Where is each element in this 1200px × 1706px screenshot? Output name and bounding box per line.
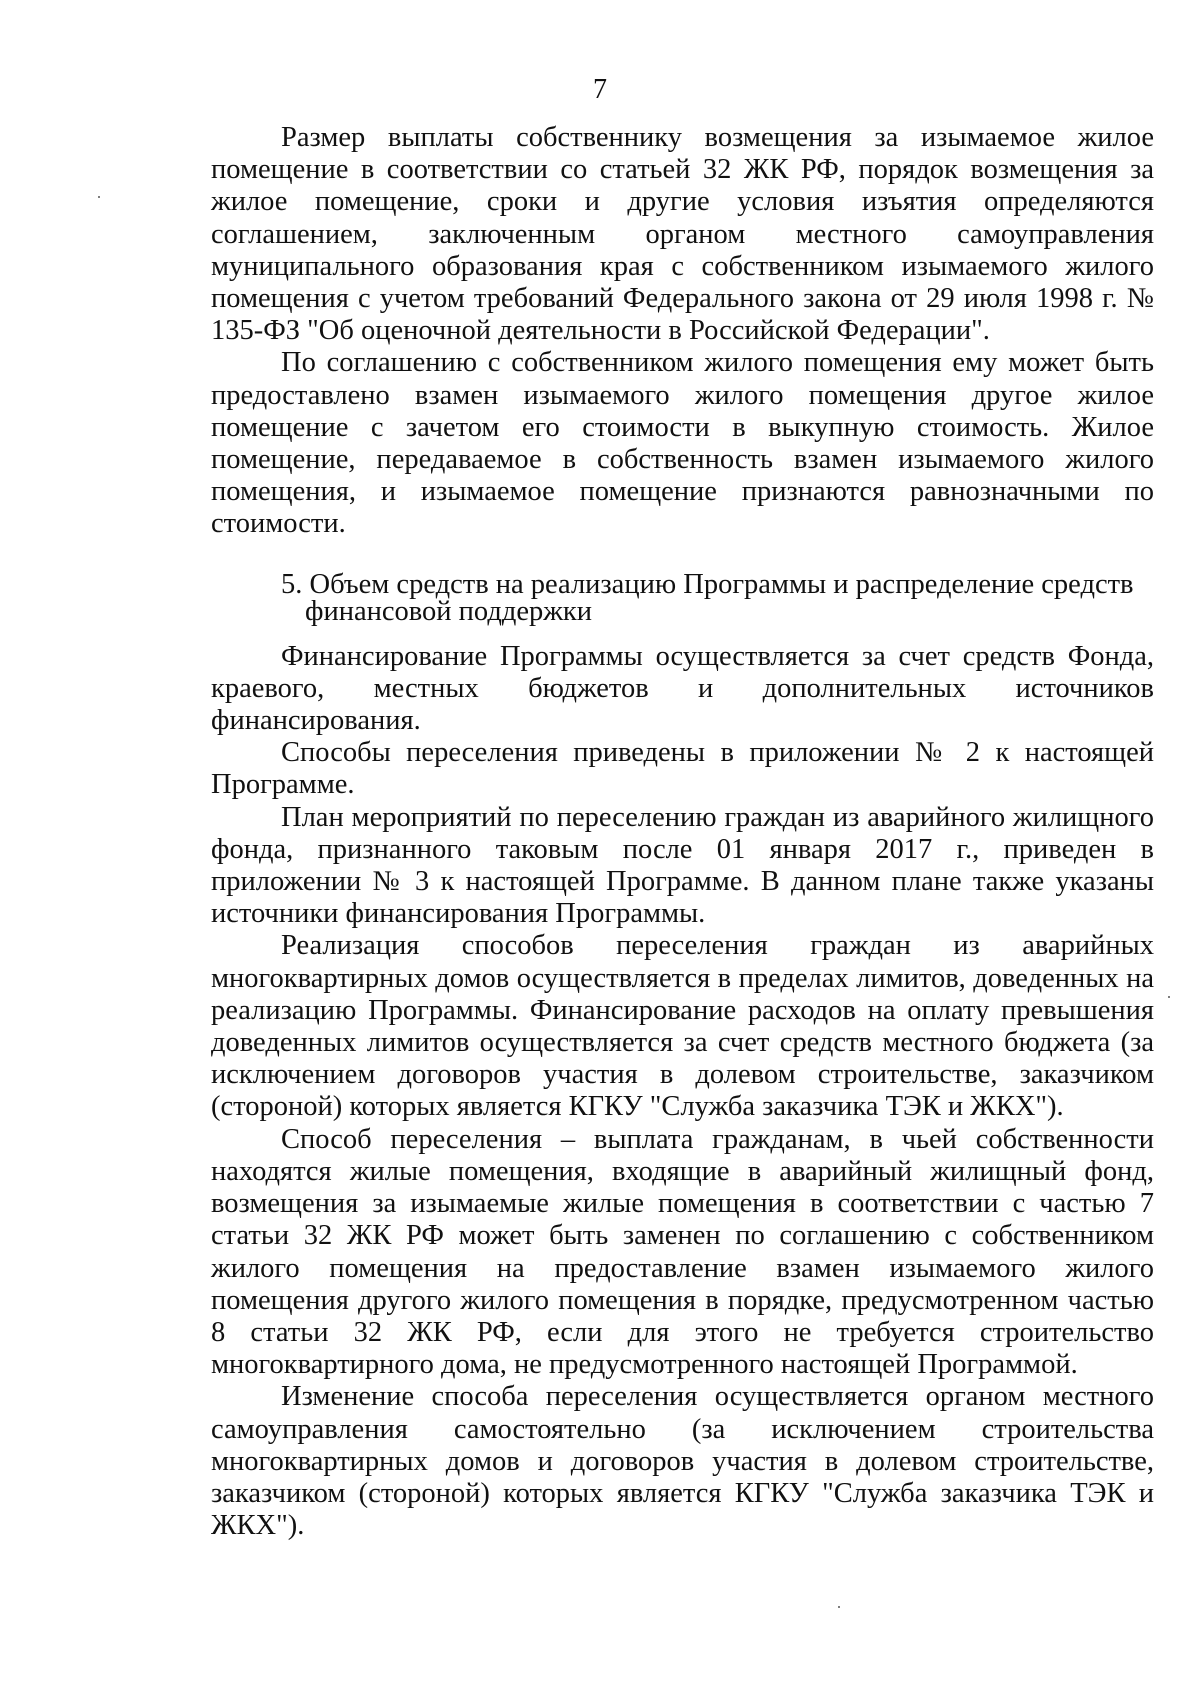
- paragraph-action-plan: План мероприятий по переселению граждан из аварийного жилищного фонда, признанного таковым после 01 января 2017 г., приведен в приложении № 3 к настоящей Программе. В данном плане также указаны источники финансирования Программы.: [211, 801, 1154, 930]
- document-body: [211, 122, 1154, 1542]
- paragraph-method-change: Изменение способа переселения осуществляется органом местного самоуправления самостоятельно (за исключением строительства многоквартирных домов и договоров участия в долевом строительстве, заказчиком (стороной) которых является КГКУ "Служба заказчика ТЭК и ЖКХ").: [211, 1381, 1154, 1542]
- paragraph-payment-replacement: Способ переселения – выплата гражданам, в чьей собственности находятся жилые помещения, входящие в аварийный жилищный фонд, возмещения за изымаемые жилые помещения в соответствии с частью 7 статьи 32 ЖК РФ может быть заменен по соглашению с собственником жилого помещения на предоставление взамен изымаемого жилого помещения другого жилого помещения в порядке, предусмотренном частью 8 статьи 32 ЖК РФ, если для этого не требуется строительство многоквартирного дома, не предусмотренного настоящей Программой.: [211, 1123, 1154, 1381]
- paragraph-replacement-housing: По соглашению с собственником жилого помещения ему может быть предоставлено взамен изымаемого жилого помещения другое жилое помещение с зачетом его стоимости в выкупную стоимость. Жилое помещение, передаваемое в собственность взамен изымаемого жилого помещения, и изымаемое помещение признаются равнозначными по стоимости.: [211, 347, 1154, 540]
- paragraph-compensation-amount: Размер выплаты собственнику возмещения за изымаемое жилое помещение в соответствии со статьей 32 ЖК РФ, порядок возмещения за жилое помещение, сроки и другие условия изъятия определяются соглашением, заключенным органом местного самоуправления муниципального образования края с собственником изымаемого жилого помещения с учетом требований Федерального закона от 29 июля 1998 г. № 135-ФЗ "Об оценочной деятельности в Российской Федерации".: [211, 122, 1154, 347]
- paragraph-resettlement-methods: Способы переселения приведены в приложении № 2 к настоящей Программе.: [211, 737, 1154, 801]
- section-heading: [211, 568, 1154, 627]
- paragraph-implementation-limits: Реализация способов переселения граждан из аварийных многоквартирных домов осуществляется в пределах лимитов, доведенных на реализацию Программы. Финансирование расходов на оплату превышения доведенных лимитов осуществляется за счет средств местного бюджета (за исключением договоров участия в долевом строительстве, заказчиком (стороной) которых является КГКУ "Служба заказчика ТЭК и ЖКХ").: [211, 930, 1154, 1123]
- scan-speck: [838, 1606, 840, 1608]
- page-number: 7: [593, 74, 607, 105]
- section-heading-line2: финансовой поддержки: [305, 595, 593, 627]
- scan-speck: [98, 196, 100, 198]
- paragraph-financing-sources: Финансирование Программы осуществляется за счет средств Фонда, краевого, местных бюджетов и дополнительных источников финансирования.: [211, 640, 1154, 737]
- section-heading-line1: 5. Объем средств на реализацию Программы и распределение средств: [281, 568, 1134, 600]
- scan-speck: [1168, 996, 1170, 998]
